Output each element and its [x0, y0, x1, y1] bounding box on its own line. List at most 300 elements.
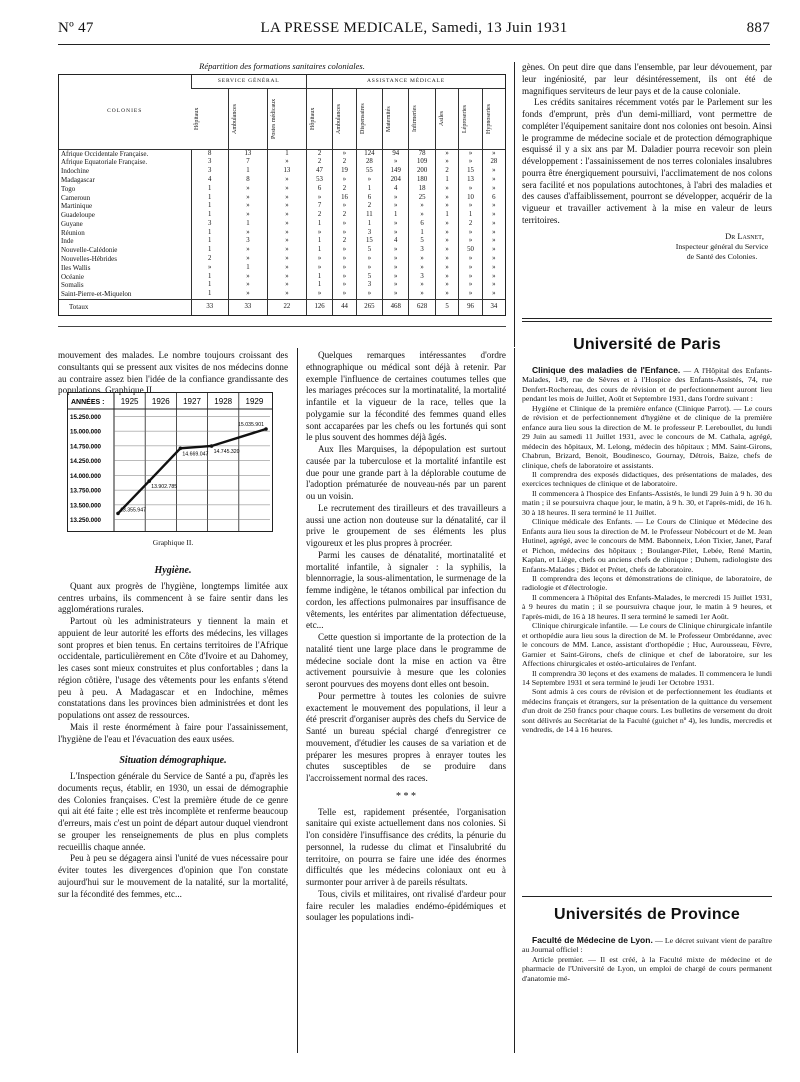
- table-cell: »: [435, 193, 458, 202]
- table-cell: »: [383, 193, 409, 202]
- table-cell: 13: [267, 167, 306, 176]
- table-cell: 1: [459, 211, 482, 220]
- graph-ytick-label: 13.250.000: [70, 517, 101, 525]
- total-cell: 33: [228, 299, 267, 315]
- table-bottom-rule: [58, 326, 506, 327]
- column-header-label: Postes médicaux: [270, 98, 277, 139]
- table-cell: »: [228, 185, 267, 194]
- table-cell: »: [267, 211, 306, 220]
- table-row: [59, 167, 505, 176]
- paragraph: Clinique chirurgicale infantile. — Le cours de Clinique chirurgicale infantile et orthopédie aura lieu sous la direction de M. le Professeur Ombrédanne, avec le concours de MM. Lance, assistant d'orthopédie ; Huc, Aurousseau, Fèvre, Garnier et Saint-Girons, chefs de clinique et chef de laboratoire, sur les Affections chirurgicales et ostéo-articulaires de l'enfant.: [522, 621, 772, 669]
- table-cell: »: [267, 290, 306, 299]
- table-cell: »: [383, 202, 409, 211]
- table-cell: 4: [383, 237, 409, 246]
- table-cell: »: [267, 176, 306, 185]
- section-title-hygiene: Hygiène.: [154, 565, 192, 576]
- table-cell: »: [306, 290, 332, 299]
- table-cell: 28: [356, 158, 382, 167]
- section-title-demographie: Situation démographique.: [119, 755, 227, 767]
- table-cell: 8: [191, 149, 228, 158]
- graph-year-label: 1926: [151, 397, 170, 406]
- colony-name: Guyane: [61, 219, 83, 228]
- table-cell: »: [267, 281, 306, 290]
- table-cell: 3: [191, 167, 228, 176]
- table-cell: »: [409, 290, 435, 299]
- graph-point-label: 14.669.047: [182, 451, 209, 458]
- column-header: [267, 88, 306, 149]
- table-cell: »: [333, 220, 356, 229]
- table-cell: 1: [383, 211, 409, 220]
- table-cell: »: [333, 202, 356, 211]
- table-cell: 15: [356, 237, 382, 246]
- table-cell: 2: [306, 158, 332, 167]
- university-paris-heading: Université de Paris: [573, 336, 721, 353]
- column-header: [482, 88, 505, 149]
- graph-year-label: 1929: [245, 397, 264, 406]
- table-cell: »: [267, 246, 306, 255]
- divider: [522, 321, 772, 322]
- table-cell: 2: [191, 255, 228, 264]
- universities-province-heading: Universités de Province: [553, 906, 740, 923]
- table-cell: 2: [333, 185, 356, 194]
- table-cell: 3: [409, 246, 435, 255]
- colony-name: Madagascar: [61, 175, 95, 184]
- colony-name: Somalis: [61, 281, 84, 290]
- table-cell: 2: [459, 220, 482, 229]
- table-cell: 53: [306, 176, 332, 185]
- table-cell: »: [383, 290, 409, 299]
- table-cell: »: [383, 264, 409, 273]
- table-cell: 2: [435, 167, 458, 176]
- table-cell: 1: [435, 211, 458, 220]
- table-cell: 1: [228, 167, 267, 176]
- paragraph: — A l'Hôpital des Enfants-Malades, 149, rue de Sèvres et à l'Hospice des Enfants-Assistés, 74, rue Denfert-Rochereau, des cours de révision et de perfectionnement auront lieu pendant les mois de Juillet, Août et Septembre 1931, dans l'ordre suivant :: [522, 366, 773, 404]
- paragraph: mouvement des malades. Le nombre toujours croissant des consultants qui se pressent aux visites de nos médecins donne au contraire assez bien l'idée de la confiance grandissante des populations. Graphique II.: [58, 350, 288, 396]
- table-row: [59, 281, 505, 290]
- table-cell: 1: [191, 185, 228, 194]
- table-cell: 25: [409, 193, 435, 202]
- table-cell: 5: [356, 272, 382, 281]
- graph-point-label: 14.745.320: [213, 449, 240, 456]
- column-header-label: Hypnoseries: [485, 103, 492, 134]
- table-row: [59, 158, 505, 167]
- table-cell: »: [435, 149, 458, 158]
- table-cell: 8: [228, 176, 267, 185]
- table-cell: »: [459, 202, 482, 211]
- graph-ytick-label: 15.000.000: [70, 428, 101, 436]
- table-cell: »: [333, 272, 356, 281]
- table-cell: »: [267, 202, 306, 211]
- column-header-label: Ambulances: [336, 103, 343, 134]
- table-row: [59, 202, 505, 211]
- lyon-title: Faculté de Médecine de Lyon.: [532, 935, 653, 945]
- column-header: [356, 88, 382, 149]
- graph-xlabel: ANNÉES :: [71, 399, 105, 406]
- table-cell: 18: [409, 185, 435, 194]
- table-cell: »: [306, 255, 332, 264]
- page-header: [58, 18, 770, 40]
- table-cell: 4: [383, 185, 409, 194]
- table-cell: »: [333, 255, 356, 264]
- column-header-label: Léproseries: [462, 104, 469, 133]
- page-number: 887: [746, 20, 770, 36]
- table-row: [59, 255, 505, 264]
- total-cell: 33: [191, 299, 228, 315]
- table-cell: 3: [228, 237, 267, 246]
- table-cell: 6: [306, 185, 332, 194]
- table-cell: »: [435, 290, 458, 299]
- table-cell: »: [267, 255, 306, 264]
- service-general-header: SERVICE GÉNÉRAL: [191, 75, 306, 88]
- table-cell: »: [228, 193, 267, 202]
- table-cell: 2: [306, 211, 332, 220]
- column-1: [58, 350, 288, 397]
- colony-name: Océanie: [61, 272, 84, 281]
- table-cell: 1: [191, 211, 228, 220]
- table-cell: 50: [459, 246, 482, 255]
- table-cell: »: [267, 229, 306, 238]
- table-cell: »: [482, 255, 505, 264]
- table-cell: »: [267, 220, 306, 229]
- paragraph: Telle est, rapidement présentée, l'organisation sanitaire qui existe actuellement dans nos colonies. Si l'on considère l'insuffisance des crédits, la pénurie du personnel, la rudesse du climat et l'insalubrité du territoire, on pourra se faire une idée des énormes difficultés que les médecins coloniaux ont eu à surmonter pour arriver à de pareils résultats.: [306, 806, 506, 887]
- colony-name: Guadeloupe: [61, 211, 95, 220]
- graph-point: [264, 427, 268, 431]
- table-cell: »: [333, 290, 356, 299]
- table-row: [59, 193, 505, 202]
- table-cell: 6: [409, 220, 435, 229]
- table-row: [59, 211, 505, 220]
- table-row: [59, 264, 505, 273]
- table-cell: 1: [409, 229, 435, 238]
- table-cell: »: [333, 246, 356, 255]
- graph-point-label: 15.035.901: [238, 422, 264, 429]
- table-cell: »: [459, 290, 482, 299]
- table-cell: 6: [482, 193, 505, 202]
- graph-ytick-label: 13.750.000: [70, 487, 101, 495]
- table-cell: »: [228, 211, 267, 220]
- table-cell: »: [459, 272, 482, 281]
- total-cell: 265: [356, 299, 382, 315]
- column-2: [306, 350, 506, 924]
- total-cell: 34: [482, 299, 505, 315]
- column-header: [435, 88, 458, 149]
- table-cell: »: [409, 255, 435, 264]
- table-row: [59, 237, 505, 246]
- paragraph: Cette question si importante de la protection de la natalité tient une large place dans le programme de médecine sociale dont la mise en action va être activement poursuivie à mesure que les colonies seront pourvues des moyens dont elles ont besoin.: [306, 632, 506, 689]
- table-cell: »: [333, 264, 356, 273]
- total-cell: 126: [306, 299, 332, 315]
- paragraph: Parmi les causes de dénatalité, mortinatalité et mortalité infantile, à signaler : la syphilis, la blennorragie, la sous-alimentation, le surmenage de la femme indigène, le tétanos ombilical par infection du cordon, les affections pulmonaires par insuffisance de vêtements, les entérites par alimentation défectueuse, etc...: [306, 549, 506, 631]
- table-cell: »: [228, 255, 267, 264]
- totals-row: [59, 299, 505, 315]
- table-cell: 3: [191, 220, 228, 229]
- table-cell: »: [435, 185, 458, 194]
- table-cell: 1: [191, 229, 228, 238]
- paragraph: Aux Iles Marquises, la dépopulation est surtout causée par la tuberculose et la mortalité infantile est due pour une grande part à la déplorable coutume de l'adoption prématurée de nouveau-nés par un parent ou un voisin.: [306, 444, 506, 501]
- table-cell: »: [482, 211, 505, 220]
- paragraph: Il comprendra des exposés didactiques, des présentations de malades, des exercices techniques de clinique et de laboratoire.: [522, 469, 772, 489]
- colony-name: Afrique Occidentale Française.: [61, 149, 149, 158]
- graph-point: [147, 479, 151, 483]
- paragraph: Peu à peu se dégagera ainsi l'unité de vues nécessaire pour éviter toutes les divergences d'opinion que l'on constate aujourd'hui sur le mouvement de la natalité, sur la mortalité, sur la fécondité des femmes, etc...: [58, 853, 288, 899]
- paragraph: Tous, civils et militaires, ont rivalisé d'ardeur pour faire reculer les maladies endémo-épidémiques et soulager les populations indi-: [306, 888, 506, 923]
- total-cell: 628: [409, 299, 435, 315]
- table-cell: 3: [356, 229, 382, 238]
- graph-year-label: 1928: [214, 397, 233, 406]
- table-row: [59, 176, 505, 185]
- table-cell: »: [267, 272, 306, 281]
- table-cell: »: [228, 229, 267, 238]
- table-cell: »: [383, 281, 409, 290]
- column-header-label: Maternités: [386, 105, 393, 132]
- column-3: [522, 62, 772, 261]
- table-cell: 7: [306, 202, 332, 211]
- table-cell: 2: [333, 158, 356, 167]
- paragraph: Il comprendra des leçons et démonstrations de clinique, de laboratoire, de radiologie et d'électrologie.: [522, 573, 772, 593]
- table-cell: 10: [459, 193, 482, 202]
- table-cell: 124: [356, 149, 382, 158]
- column-header-label: Asiles: [438, 111, 445, 126]
- graph-caption: Graphique II.: [152, 538, 194, 547]
- table-cell: 78: [409, 149, 435, 158]
- signature-title: Inspecteur général du Service de Santé des Colonies.: [675, 242, 769, 261]
- table-cell: 1: [191, 202, 228, 211]
- table-cell: 19: [333, 167, 356, 176]
- table-cell: »: [482, 264, 505, 273]
- colony-name: Inde: [61, 237, 74, 246]
- table-cell: 1: [306, 237, 332, 246]
- table-cell: »: [228, 272, 267, 281]
- paragraph: — Le décret suivant vient de paraître au Journal officiel :: [522, 936, 772, 955]
- table-cell: »: [333, 176, 356, 185]
- table-cell: »: [228, 246, 267, 255]
- table-cell: 2: [306, 149, 332, 158]
- table-caption: Répartition des formations sanitaires coloniales.: [199, 61, 365, 71]
- table-cell: 5: [356, 246, 382, 255]
- table-cell: 109: [409, 158, 435, 167]
- table-cell: »: [267, 193, 306, 202]
- table-cell: »: [482, 246, 505, 255]
- total-cell: 22: [267, 299, 306, 315]
- table-cell: 1: [191, 237, 228, 246]
- column-header: [459, 88, 482, 149]
- table-cell: »: [482, 290, 505, 299]
- table-cell: 1: [267, 149, 306, 158]
- column-header-label: Dispensaires: [359, 103, 366, 134]
- paragraph: Partout où les administrateurs y tiennent la main et appuient de leur autorité les efforts des médecins, les villages sont propres et bien tenus. En certains territoires de l'Afrique occidentale, particulièrement en Côte d'Ivoire et au Dahomey, les cases sont mieux construites et plus confortables ; dans la région côtière, l'usage des vêtements pour les enfants s'étend peu à peu. A Madagascar et en Indochine, mêmes constatations dans les provinces bien administrées et dont les populations ont assez de ressources.: [58, 616, 288, 720]
- table-cell: »: [356, 290, 382, 299]
- table-cell: 5: [409, 237, 435, 246]
- table-row: [59, 290, 505, 299]
- table-cell: 1: [191, 246, 228, 255]
- table-cell: »: [459, 149, 482, 158]
- paragraph: Il commencera à l'hospice des Enfants-Assistés, le lundi 29 Juin à 9 h. 30 du matin ; il se poursuivra chaque jour, le matin, à 9 h. 30, et l'après-midi, de 16 h. 30 à 18 heures. Il sera terminé le 11 Juillet.: [522, 488, 772, 517]
- column-rule: [514, 62, 515, 347]
- colony-name: Indochine: [61, 167, 89, 176]
- column-3-province: [522, 936, 772, 983]
- table-cell: »: [459, 264, 482, 273]
- colony-name: Afrique Equatoriale Française.: [61, 158, 148, 167]
- table-cell: »: [435, 229, 458, 238]
- graph-ytick-label: 14.250.000: [70, 458, 101, 466]
- table-cell: »: [435, 264, 458, 273]
- table-cell: 3: [356, 281, 382, 290]
- column-header-label: Infirmeries: [412, 105, 419, 132]
- paragraph: gènes. On peut dire que dans l'ensemble, par leur dévouement, par leur ingéniosité, par leur désintéressement, ils ont été de magnifiques serviteurs de leur pays et de la cause coloniale.: [522, 62, 772, 96]
- table-cell: »: [383, 229, 409, 238]
- table-cell: 16: [333, 193, 356, 202]
- table-cell: »: [228, 290, 267, 299]
- paragraph: Il commencera à l'hôpital des Enfants-Malades, le mercredi 15 Juillet 1931, à 9 heures du matin ; il se poursuivra chaque jour, le matin à 9 heures, et l'après-midi, de 16 à 18 heures. Il sera terminé le samedi 1er Août.: [522, 592, 772, 621]
- asterism: * * *: [396, 790, 416, 802]
- table-cell: 1: [191, 281, 228, 290]
- table-cell: 149: [383, 167, 409, 176]
- table-cell: »: [333, 281, 356, 290]
- table-row: [59, 185, 505, 194]
- table-cell: »: [435, 202, 458, 211]
- column-header-label: Hôpitaux: [309, 107, 316, 130]
- table-cell: 47: [306, 167, 332, 176]
- table-cell: »: [435, 246, 458, 255]
- table-cell: 1: [306, 281, 332, 290]
- table-cell: »: [383, 255, 409, 264]
- table-cell: »: [482, 229, 505, 238]
- clinique-title: Clinique des maladies de l'Enfance.: [532, 365, 681, 375]
- table-cell: 1: [306, 246, 332, 255]
- table-cell: 1: [228, 220, 267, 229]
- table-cell: 55: [356, 167, 382, 176]
- column-header: [228, 88, 267, 149]
- table-cell: »: [267, 185, 306, 194]
- colonies-header: COLONIES: [59, 75, 191, 149]
- table-cell: »: [459, 281, 482, 290]
- table-cell: 13: [228, 149, 267, 158]
- paragraph: Hygiène et Clinique de la première enfance (Clinique Parrot). — Le cours de révision et de perfectionnement d'hygiène et de clinique de la première enfance aura lieu sous la direction de M. le professeur P. Lereboullet, du lundi 29 Juin au samedi 11 Juillet 1931, avec le concours de M. Cathala, agrégé, médecin des hôpitaux, M. Lelong, médecin des hôpitaux ; MM. Saint-Girons, Chabrun, Brizard, Benoit, Boudinesco, Gournay, Détrois, Baize, chefs de clinique, chefs de laboratoire et assistants.: [522, 403, 772, 470]
- total-cell: 44: [333, 299, 356, 315]
- column-rule: [297, 348, 298, 1053]
- total-cell: 468: [383, 299, 409, 315]
- table-cell: 1: [191, 272, 228, 281]
- column-header: [191, 88, 228, 149]
- table-cell: »: [333, 229, 356, 238]
- table-cell: »: [356, 176, 382, 185]
- total-cell: 5: [435, 299, 458, 315]
- table-cell: »: [383, 220, 409, 229]
- graph-ytick-label: 14.000.000: [70, 472, 101, 480]
- table-cell: »: [482, 202, 505, 211]
- table-cell: 1: [356, 185, 382, 194]
- table-cell: 15: [459, 167, 482, 176]
- table-cell: 7: [228, 158, 267, 167]
- table-cell: 3: [191, 158, 228, 167]
- table-cell: »: [459, 255, 482, 264]
- table-cell: 6: [356, 193, 382, 202]
- table-cell: 1: [191, 193, 228, 202]
- table-cell: »: [356, 255, 382, 264]
- graph-ytick-label: 14.750.000: [70, 443, 101, 451]
- total-cell: 96: [459, 299, 482, 315]
- colony-name: Nouvelles-Hébrides: [61, 255, 117, 263]
- table-cell: 204: [383, 176, 409, 185]
- table-cell: 4: [191, 176, 228, 185]
- table-cell: »: [228, 202, 267, 211]
- colony-name: Iles Wallis: [61, 263, 91, 272]
- graph-point: [210, 444, 214, 448]
- graph-year-label: 1925: [120, 397, 139, 406]
- table-cell: »: [482, 185, 505, 194]
- table-cell: »: [409, 264, 435, 273]
- table-cell: »: [383, 246, 409, 255]
- table-cell: »: [306, 264, 332, 273]
- paragraph: Mais il reste énormément à faire pour l'assainissement, l'hygiène de l'eau et l'évacuation des eaux usées.: [58, 721, 288, 744]
- signature-name: Dr Lasnet,: [725, 230, 764, 241]
- column-header: [333, 88, 356, 149]
- paragraph: Les crédits sanitaires récemment votés par le Parlement sur les fonds d'emprunt, près d'un demi-milliard, vont permettre de compléter l'équipement sanitaire dont nos colonies ont besoin. Ainsi le programme de médecine sociale et de protection démographique esquissé il y a six ans par M. Daladier pourra recevoir son plein développement : l'assainissement de nos terres coloniales insalubres pourra être énergiquement poursuivi, l'acclimatement de nos colons sera facilité et nos populations autochtones, à l'abri des maladies et des causes d'affaiblissement, pourront se développer, acquérir de la vigueur et travailler activement à la mise en valeur de leurs territoires.: [522, 97, 772, 225]
- graph-point-label: 13.902.785: [151, 484, 178, 491]
- table-cell: 1: [306, 272, 332, 281]
- paragraph: Sont admis à ces cours de révision et de perfectionnement les étudiants et médecins français et étrangers, sur la présentation de la quittance du versement d'un droit de 250 francs pour chaque cours. Les bulletins de versement du droit sont délivrés au Secrétariat de la Faculté (guichet nº 4), les lundis, mercredis et vendredis, de 14 à 16 heures.: [522, 687, 772, 735]
- table-row: [59, 246, 505, 255]
- table-cell: 180: [409, 176, 435, 185]
- graph-ytick-label: 13.500.000: [70, 502, 101, 510]
- table-cell: »: [435, 158, 458, 167]
- table-cell: 1: [191, 290, 228, 299]
- table-cell: »: [482, 167, 505, 176]
- issue-number: Nº 47: [58, 20, 94, 36]
- column-3-paris: [522, 366, 772, 735]
- graph-series-line: [118, 429, 266, 513]
- table-cell: 200: [409, 167, 435, 176]
- table-cell: »: [383, 158, 409, 167]
- table-cell: »: [409, 202, 435, 211]
- population-graph: [67, 392, 273, 532]
- colony-name: Saint-Pierre-et-Miquelon: [61, 290, 132, 299]
- table-cell: »: [435, 281, 458, 290]
- column-rule: [514, 348, 515, 1053]
- table-cell: 2: [356, 202, 382, 211]
- table-cell: 1: [306, 220, 332, 229]
- paragraph: Quant aux progrès de l'hygiène, longtemps limitée aux centres urbains, ils commencent à se faire sentir dans les agglomérations rurales.: [58, 580, 288, 615]
- column-1-lower: [58, 560, 288, 900]
- table-cell: 1: [228, 264, 267, 273]
- table-cell: »: [435, 255, 458, 264]
- table-cell: »: [482, 281, 505, 290]
- table-cell: »: [228, 281, 267, 290]
- colony-name: Togo: [61, 184, 76, 193]
- table-row: [59, 220, 505, 229]
- table-cell: 28: [482, 158, 505, 167]
- table-cell: 11: [356, 211, 382, 220]
- divider: [522, 318, 772, 319]
- paragraph: Il comprendra 30 leçons et des examens de malades. Il commencera le lundi 14 Septembre 1931 et sera terminé le jeudi 1er Octobre 1931.: [522, 668, 772, 687]
- assistance-medicale-header: ASSISTANCE MÉDICALE: [306, 75, 505, 88]
- table-cell: »: [267, 237, 306, 246]
- table-cell: »: [459, 185, 482, 194]
- table-cell: »: [383, 272, 409, 281]
- paragraph: Pour permettre à toutes les colonies de suivre exactement le mouvement des populations, il leur a été prescrit d'organiser auprès des chefs du Service de Santé un bureau spécial chargé d'enregistrer ce mouvement, d'étudier les causes de sa variation et de préparer les mesures propres à enrayer toutes les chutes susceptibles de se produire dans l'accroissement normal des races.: [306, 690, 506, 783]
- paragraph: Clinique médicale des Enfants. — Le Cours de Clinique et Médecine des Enfants aura lieu sous la direction de M. le Professeur Nobécourt et de M. Jean Hutinel, agrégé, avec le concours de MM. Babonneix, Léon Tixier, Janet, Paraf et Pichon, médecins des hôpitaux ; Boulanger-Pilet, Lebée, René Martin, Kaplan, et Liège, chefs ou anciens chefs de clinique ; Duhem, radiologiste des Enfants-Malades ; Bidot et Prétet, chefs de laboratoire.: [522, 517, 772, 574]
- table-cell: »: [482, 237, 505, 246]
- colony-name: Réunion: [61, 228, 85, 237]
- table-cell: 2: [333, 211, 356, 220]
- colony-name: Cameroun: [61, 193, 91, 202]
- header-rule: [58, 44, 770, 45]
- column-header: [306, 88, 332, 149]
- table-cell: »: [306, 193, 332, 202]
- table-cell: »: [435, 237, 458, 246]
- table-row: [59, 272, 505, 281]
- colonies-table: [58, 74, 506, 316]
